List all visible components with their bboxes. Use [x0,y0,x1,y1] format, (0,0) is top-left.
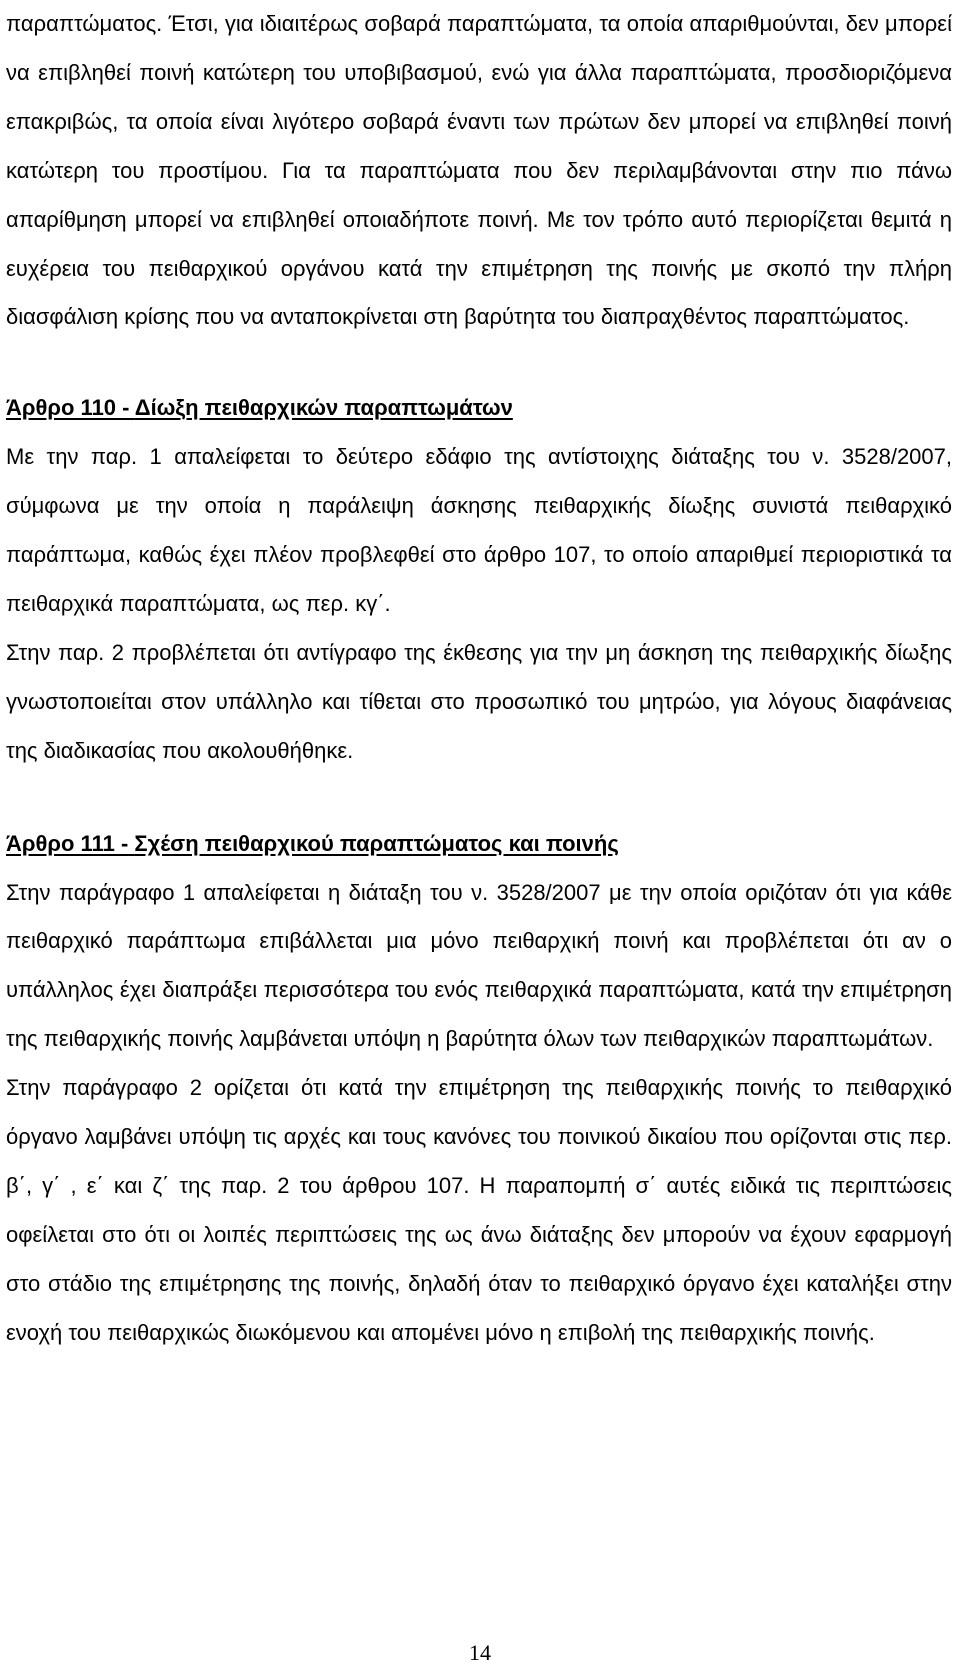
article-110-paragraph-1: Με την παρ. 1 απαλείφεται το δεύτερο εδάφιο της αντίστοιχης διάταξης του ν. 3528/2007, σύμφωνα με την οποία η παράλειψη άσκησης πειθαρχικής δίωξης συνιστά πειθαρχικό παράπτωμα, καθώς έχει πλέον προβλεφθεί στο άρθρο 107, το οποίο απαριθμεί περιοριστικά τα πειθαρχικά παραπτώματα, ως περ. κγ΄. [6,444,952,616]
page-number: 14 [469,1640,491,1665]
spacer [6,776,952,820]
article-111-heading [6,820,952,869]
article-110-number: Άρθρο 110 - [6,395,135,421]
document-page [6,0,952,1358]
intro-paragraph: παραπτώματος. Έτσι, για ιδιαιτέρως σοβαρά παραπτώματα, τα οποία απαριθμούνται, δεν μπορεί να επιβληθεί ποινή κατώτερη του υποβιβασμού, ενώ για άλλα παραπτώματα, προσδιοριζόμενα επακριβώς, τα οποία είναι λιγότερο σοβαρά έναντι των πρώτων δεν μπορεί να επιβληθεί ποινή κατώτερη του προστίμου. Για τα παραπτώματα που δεν περιλαμβάνονται στην πιο πάνω απαρίθμηση μπορεί να επιβληθεί οποιαδήποτε ποινή. Με τον τρόπο αυτό περιορίζεται θεμιτά η ευχέρεια του πειθαρχικού οργάνου κατά την επιμέτρηση της ποινής με σκοπό την πλήρη διασφάλιση κρίσης που να ανταποκρίνεται στη βαρύτητα του διαπραχθέντος παραπτώματος. [6,11,952,330]
spacer [6,342,952,384]
article-110-title: Δίωξη πειθαρχικών παραπτωμάτων [134,395,513,421]
article-110-heading [6,384,952,433]
article-111-paragraph-1: Στην παράγραφο 1 απαλείφεται η διάταξη του ν. 3528/2007 με την οποία οριζόταν ότι για κάθε πειθαρχικό παράπτωμα επιβάλλεται μια μόνο πειθαρχική ποινή και προβλέπεται ότι αν ο υπάλληλος έχει διαπράξει περισσότερα του ενός πειθαρχικά παραπτώματα, κατά την επιμέτρηση της πειθαρχικής ποινής λαμβάνεται υπόψη η βαρύτητα όλων των πειθαρχικών παραπτωμάτων. [6,879,952,1052]
article-110-paragraph-2: Στην παρ. 2 προβλέπεται ότι αντίγραφο της έκθεσης για την μη άσκηση της πειθαρχικής δίωξης γνωστοποιείται στον υπάλληλο και τίθεται στο προσωπικό του μητρώο, για λόγους διαφάνειας της διαδικασίας που ακολουθήθηκε. [6,639,952,763]
article-111-number: Άρθρο 111 - [6,830,135,856]
article-111-paragraph-2: Στην παράγραφο 2 ορίζεται ότι κατά την επιμέτρηση της πειθαρχικής ποινής το πειθαρχικό όργανο λαμβάνει υπόψη τις αρχές και τους κανόνες του ποινικού δικαίου που ορίζονται στις περ. β΄, γ΄ , ε΄ και ζ΄ της παρ. 2 του άρθρου 107. Η παραπομπή σ΄ αυτές ειδικά τις περιπτώσεις οφείλεται στο ότι οι λοιπές περιπτώσεις της ως άνω διάταξης δεν μπορούν να έχουν εφαρμογή στο στάδιο της επιμέτρησης της ποινής, δηλαδή όταν το πειθαρχικό όργανο έχει καταλήξει στην ενοχή του πειθαρχικώς διωκόμενου και απομένει μόνο η επιβολή της πειθαρχικής ποινής. [6,1075,952,1345]
article-111-title: Σχέση πειθαρχικού παραπτώματος και ποινής [134,830,619,856]
